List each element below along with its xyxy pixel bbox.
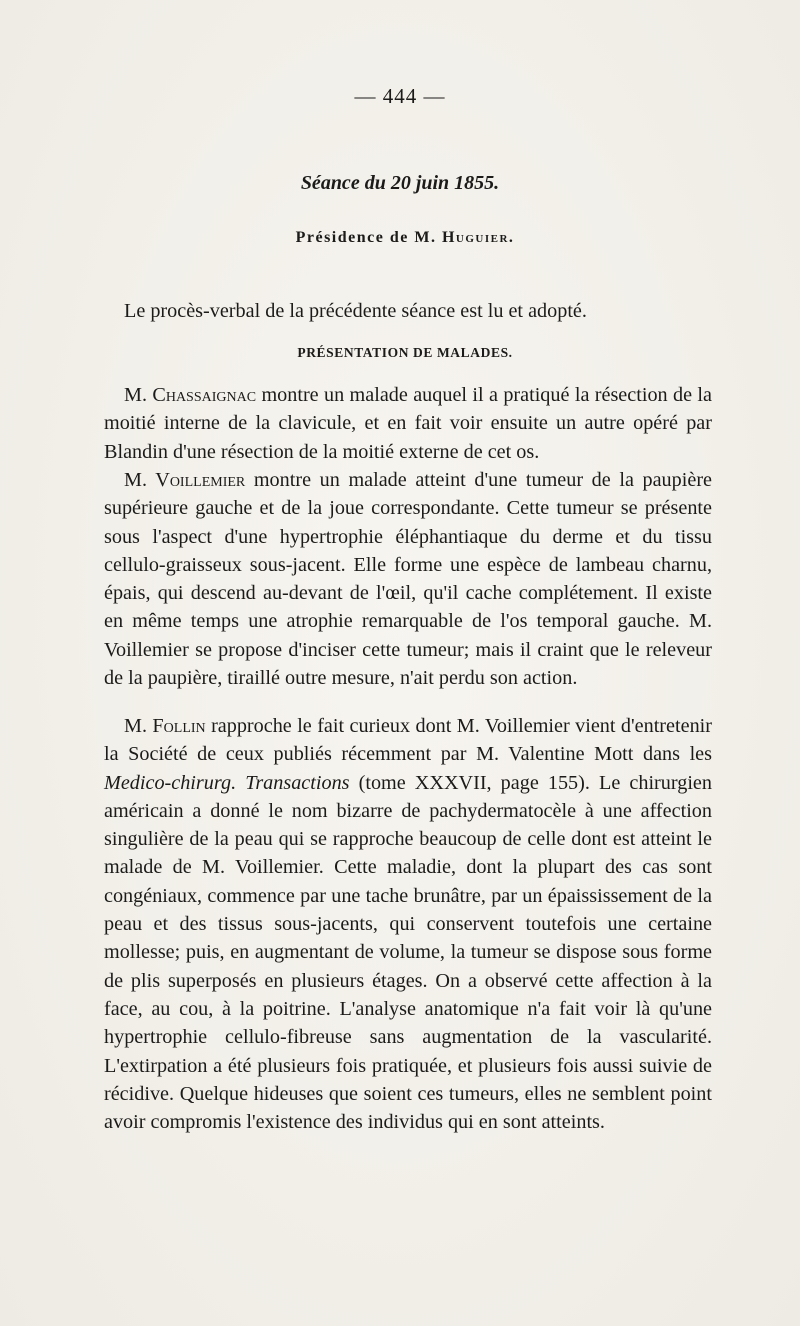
journal-title: Medico-chirurg. Transactions xyxy=(104,771,350,794)
speaker-name: M. Chassaignac xyxy=(124,384,257,406)
paragraph-voillemier xyxy=(104,466,712,692)
speaker-name: M. Follin xyxy=(124,715,206,737)
presidency-prefix: Présidence de M. xyxy=(295,229,442,246)
presidency-line xyxy=(0,229,800,247)
page-number: — 444 — xyxy=(354,84,446,108)
paragraph-text-continued: (tome XXXVII, page 155). Le chirurgien américain a donné le nom bizarre de pachydermatocèle à une affection singulière de la peau qui se rapproche beaucoup de celle dont est atteint le malade de M. Voillemier. Cette maladie, dont la plupart des cas sont congéniaux, commence par une tache brunâtre, par un épaississement de la peau et des tissus sous-jacents, qui conservent toutefois une certaine mollesse; puis, en augmentant de volume, la tumeur se dispose sous forme de plis superposés en plusieurs étages. On a observé cette affection à la face, au cou, à la poitrine. L'analyse anatomique n'a fait voir là qu'une hypertrophie cellulo-fibreuse sans augmentation de la vascularité. L'extirpation a été plusieurs fois pratiquée, et plusieurs fois aussi suivie de récidive. Quelque hideuses que soient ces tumeurs, elles ne semblent point avoir compromis l'existence des individus qui en sont atteints. xyxy=(104,771,712,1134)
speaker-name: M. Voillemier xyxy=(124,469,246,491)
paragraph-text: montre un malade auquel il a pratiqué la résection de la moitié interne de la clavicule, et en fait voir ensuite un autre opéré par Blandin d'une résection de la moitié externe de cet os. xyxy=(104,384,713,463)
paragraph-follin xyxy=(104,712,712,1136)
session-title: Séance du 20 juin 1855. xyxy=(300,172,500,194)
section-heading: PRÉSENTATION DE MALADES. xyxy=(297,345,513,360)
president-name: Huguier xyxy=(441,229,509,246)
paragraph-text: montre un malade atteint d'une tumeur de la paupière supérieure gauche et de la joue correspondante. Cette tumeur se présente sous l'aspect d'une hypertrophie éléphantiaque du derme et du tissu cellulo-graisseux sous-jacent. Elle forme une espèce de lambeau charnu, épais, qui descend au-devant de l'œil, qu'il cache complétement. Il existe en même temps une atrophie remarquable de l'os temporal gauche. M. Voillemier se propose d'inciser cette tumeur; mais il craint que le releveur de la paupière, tiraillé outre mesure, n'ait perdu son action. xyxy=(104,469,712,690)
presidency-suffix: . xyxy=(508,229,515,246)
paragraph-chassaignac xyxy=(104,381,712,466)
paragraph-text: rapproche le fait curieux dont M. Voillemier vient d'entretenir la Société de ceux publiés récemment par M. Valentine Mott dans les xyxy=(104,715,712,766)
minutes-statement: Le procès-verbal de la précédente séance est lu et adopté. xyxy=(124,300,587,322)
